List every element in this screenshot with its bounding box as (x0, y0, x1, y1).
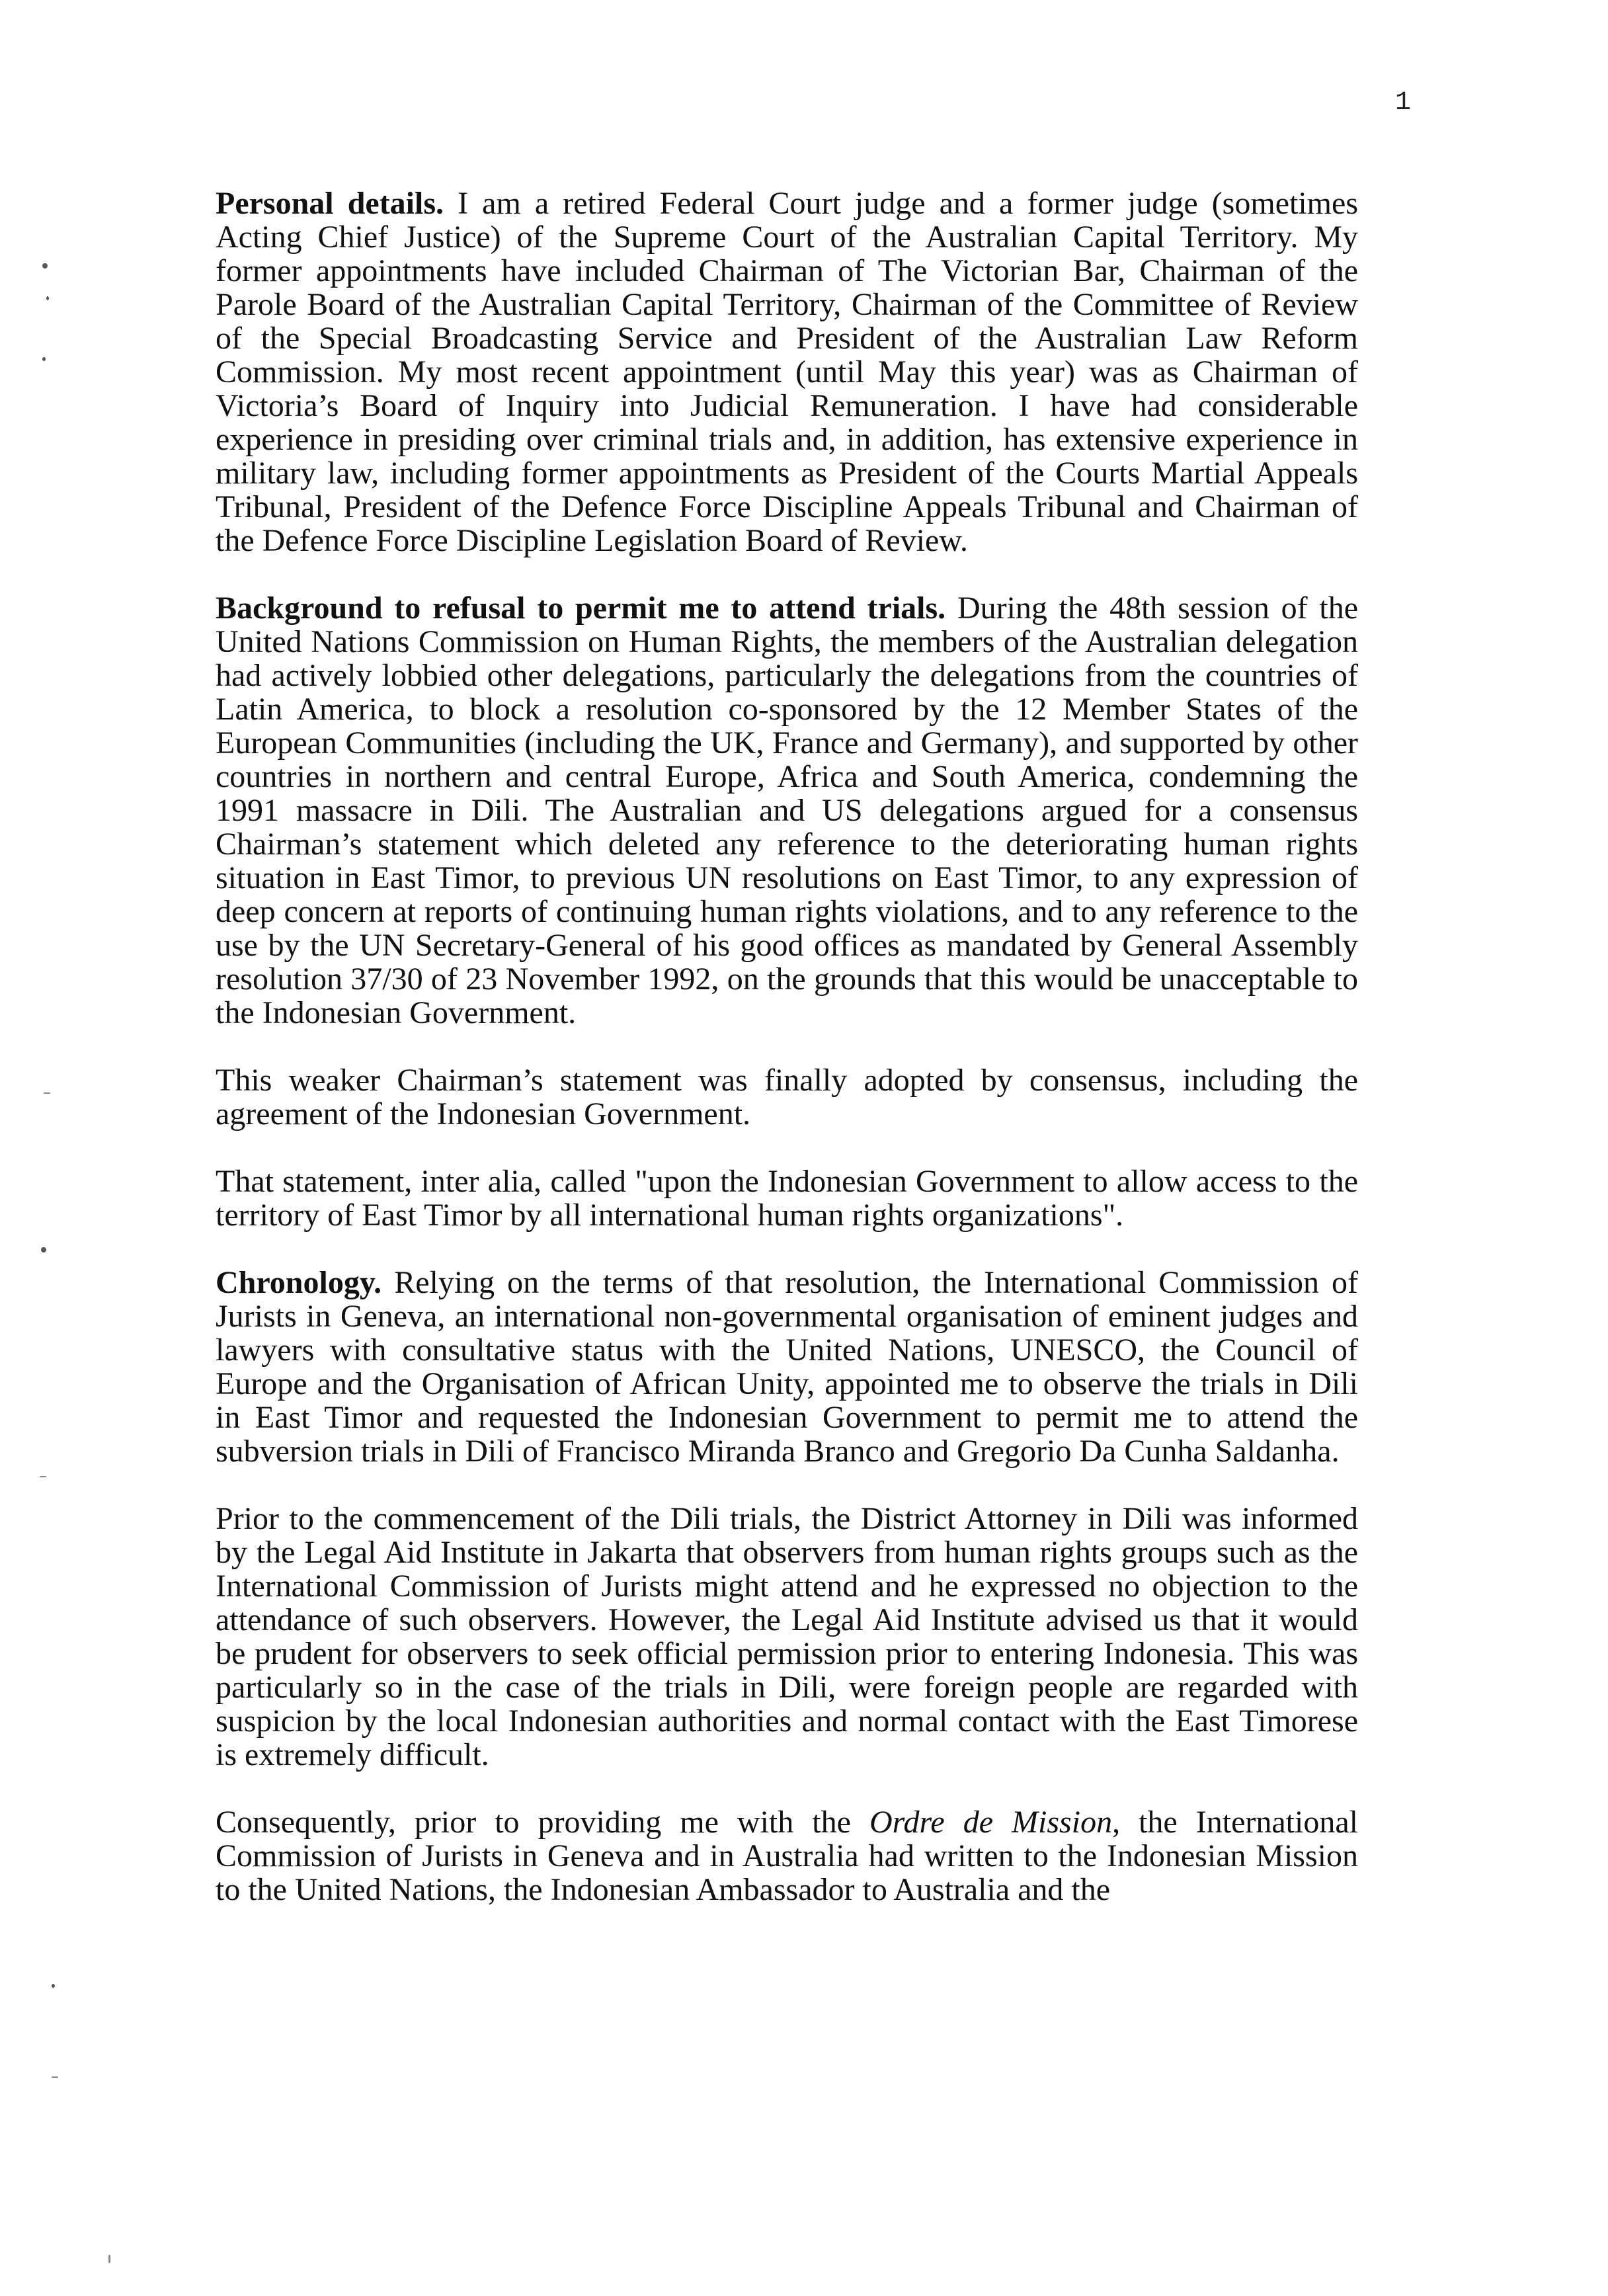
paragraph-heading: Personal details. (216, 186, 444, 221)
paragraph-text: During the 48th session of the United Nations Commission on Human Rights, the members of the Australian delegation had actively lobbied other delegations, particularly the delegations from the countries of Latin America, to block a resolution co-sponsored by the 12 Member States of the European Communities (including the UK, France and Germany), and supported by other countries in northern and central Europe, Africa and South America, condemning the 1991 massacre in Dili. The Australian and US delegations argued for a consensus Chairman’s statement which deleted any reference to the deteriorating human rights situation in East Timor, to previous UN resolutions on East Timor, to any expression of deep concern at reports of continuing human rights violations, and to any reference to the use by the UN Secretary-General of his good offices as mandated by General Assembly resolution 37/30 of 23 November 1992, on the grounds that this would be unacceptable to the Indonesian Government. (216, 591, 1358, 1030)
scan-speck (52, 1984, 55, 1988)
scan-speck (108, 2255, 110, 2263)
paragraph-text: Relying on the terms of that resolution, the International Commission of Jurists in Geneva, an international non-governmental organisation of eminent judges and lawyers with consultative status with the United Nations, UNESCO, the Council of Europe and the Organisation of African Unity, appointed me to observe the trials in Dili in East Timor and requested the Indonesian Government to permit me to attend the subversion trials in Dili of Francisco Miranda Branco and Gregorio Da Cunha Saldanha. (216, 1265, 1358, 1469)
paragraph-consequently (216, 1805, 1358, 1906)
scan-speck (42, 357, 46, 361)
paragraph-prior-commencement: Prior to the commencement of the Dili trials, the District Attorney in Dili was informed by the Legal Aid Institute in Jakarta that observers from human rights groups such as the International Commission of Jurists might attend and he expressed no objection to the attendance of such observers. However, the Legal Aid Institute advised us that it would be prudent for observers to seek official permission prior to entering Indonesia. This was particularly so in the case of the trials in Dili, were foreign people are regarded with suspicion by the local Indonesian authorities and normal contact with the East Timorese is extremely difficult. (216, 1501, 1358, 1772)
italic-title: Ordre de Mission (869, 1805, 1113, 1840)
document-body (216, 186, 1358, 1906)
paragraph-statement-quote: That statement, inter alia, called "upon the Indonesian Government to allow access to the territory of East Timor by all international human rights organizations". (216, 1164, 1358, 1233)
scan-speck (44, 1092, 50, 1094)
scan-speck (40, 1476, 46, 1477)
paragraph-text: , the International Commission of Jurists in Geneva and in Australia had written to the Indonesian Mission to the United Nations, the Indonesian Ambassador to Australia and the (216, 1805, 1358, 1907)
scan-speck (41, 1247, 46, 1252)
paragraph-text: I am a retired Federal Court judge and a former judge (sometimes Acting Chief Justice) of the Supreme Court of the Australian Capital Territory. My former appointments have included Chairman of The Victorian Bar, Chairman of the Parole Board of the Australian Capital Territory, Chairman of the Committee of Review of the Special Broadcasting Service and President of the Australian Law Reform Commission. My most recent appointment (until May this year) was as Chairman of Victoria’s Board of Inquiry into Judicial Remuneration. I have had considerable experience in presiding over criminal trials and, in addition, has extensive experience in military law, including former appointments as President of the Courts Martial Appeals Tribunal, President of the Defence Force Discipline Appeals Tribunal and Chairman of the Defence Force Discipline Legislation Board of Review. (216, 186, 1358, 558)
scan-speck (42, 263, 48, 268)
paragraph-text: Consequently, prior to providing me with the (216, 1805, 869, 1840)
paragraph-heading: Background to refusal to permit me to attend trials. (216, 591, 946, 626)
paragraph-chairman-statement: This weaker Chairman’s statement was finally adopted by consensus, including the agreement of the Indonesian Government. (216, 1063, 1358, 1131)
page-number: 1 (1395, 88, 1412, 118)
paragraph-heading: Chronology. (216, 1265, 382, 1300)
scan-speck (46, 296, 49, 300)
paragraph-chronology (216, 1266, 1358, 1468)
paragraph-personal-details (216, 186, 1358, 557)
scan-speck (52, 2076, 58, 2078)
paragraph-background (216, 591, 1358, 1030)
